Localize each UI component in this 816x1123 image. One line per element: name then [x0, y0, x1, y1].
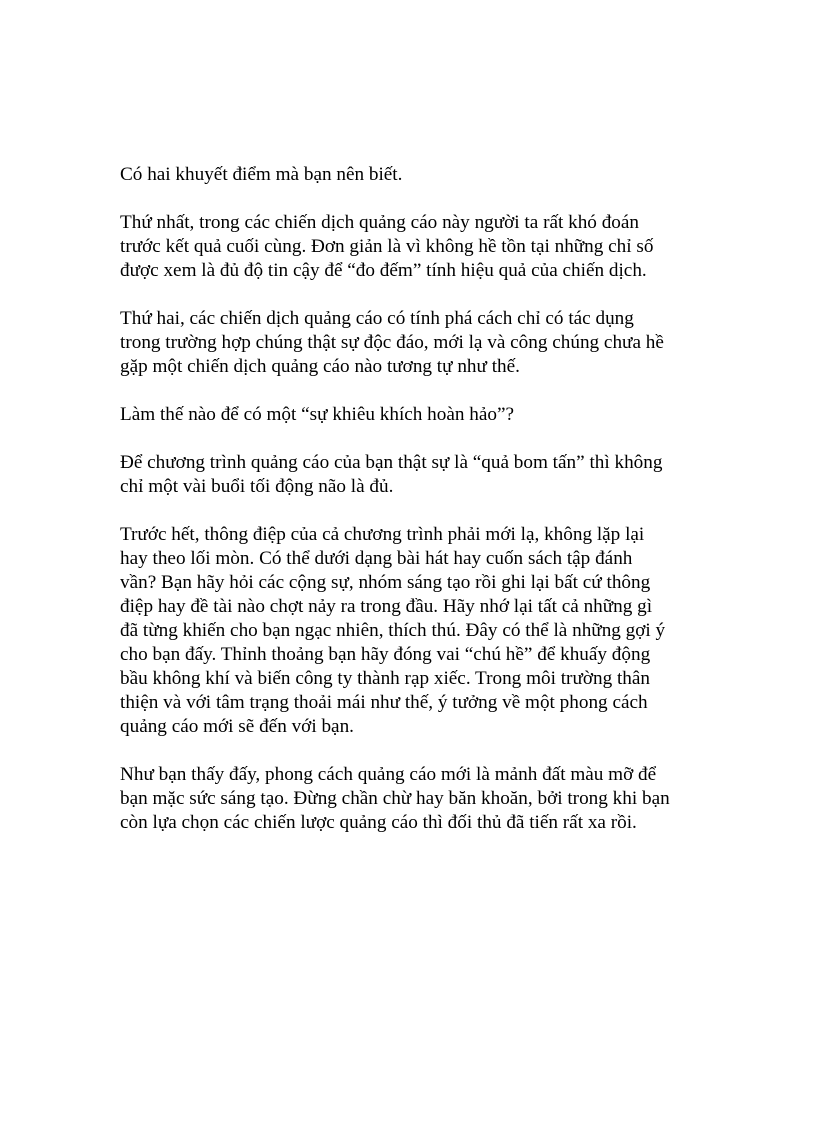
- paragraph-message: [120, 523, 720, 739]
- text-line: vần? Bạn hãy hỏi các cộng sự, nhóm sáng tạo rồi ghi lại bất cứ thông: [120, 572, 651, 593]
- text-line: hay theo lối mòn. Có thể dưới dạng bài hát hay cuốn sách tập đánh: [120, 548, 633, 569]
- text-line: điệp hay đề tài nào chợt nảy ra trong đầu. Hãy nhớ lại tất cả những gì: [120, 596, 653, 617]
- text-line: Có hai khuyết điểm mà bạn nên biết.: [120, 164, 403, 185]
- text-line: quảng cáo mới sẽ đến với bạn.: [120, 716, 354, 737]
- text-line: Trước hết, thông điệp của cả chương trình phải mới lạ, không lặp lại: [120, 524, 645, 545]
- text-line: Thứ nhất, trong các chiến dịch quảng cáo này người ta rất khó đoán: [120, 212, 639, 233]
- text-line: đã từng khiến cho bạn ngạc nhiên, thích thú. Đây có thể là những gợi ý: [120, 620, 666, 641]
- document-body: [120, 163, 720, 859]
- text-line: Thứ hai, các chiến dịch quảng cáo có tính phá cách chỉ có tác dụng: [120, 308, 634, 329]
- text-line: bạn mặc sức sáng tạo. Đừng chần chừ hay băn khoăn, bởi trong khi bạn: [120, 788, 670, 809]
- text-line: cho bạn đấy. Thỉnh thoảng bạn hãy đóng vai “chú hề” để khuấy động: [120, 644, 651, 665]
- text-line: thiện và với tâm trạng thoải mái như thế, ý tưởng về một phong cách: [120, 692, 648, 713]
- paragraph-intro: [120, 163, 720, 187]
- paragraph-question: [120, 403, 720, 427]
- paragraph-second-drawback: [120, 307, 720, 379]
- text-line: Như bạn thấy đấy, phong cách quảng cáo mới là mảnh đất màu mỡ để: [120, 764, 657, 785]
- text-line: Làm thế nào để có một “sự khiêu khích hoàn hảo”?: [120, 404, 515, 425]
- paragraph-conclusion: [120, 763, 720, 835]
- text-line: gặp một chiến dịch quảng cáo nào tương tự như thế.: [120, 356, 520, 377]
- text-line: Để chương trình quảng cáo của bạn thật sự là “quả bom tấn” thì không: [120, 452, 663, 473]
- paragraph-blockbuster: [120, 451, 720, 499]
- text-line: chỉ một vài buổi tối động não là đủ.: [120, 476, 394, 497]
- text-line: trước kết quả cuối cùng. Đơn giản là vì không hề tồn tại những chỉ số: [120, 236, 654, 257]
- text-line: còn lựa chọn các chiến lược quảng cáo thì đối thủ đã tiến rất xa rồi.: [120, 812, 637, 833]
- text-line: bầu không khí và biến công ty thành rạp xiếc. Trong môi trường thân: [120, 668, 651, 689]
- text-line: trong trường hợp chúng thật sự độc đáo, mới lạ và công chúng chưa hề: [120, 332, 664, 353]
- paragraph-first-drawback: [120, 211, 720, 283]
- text-line: được xem là đủ độ tin cậy để “đo đếm” tính hiệu quả của chiến dịch.: [120, 260, 647, 281]
